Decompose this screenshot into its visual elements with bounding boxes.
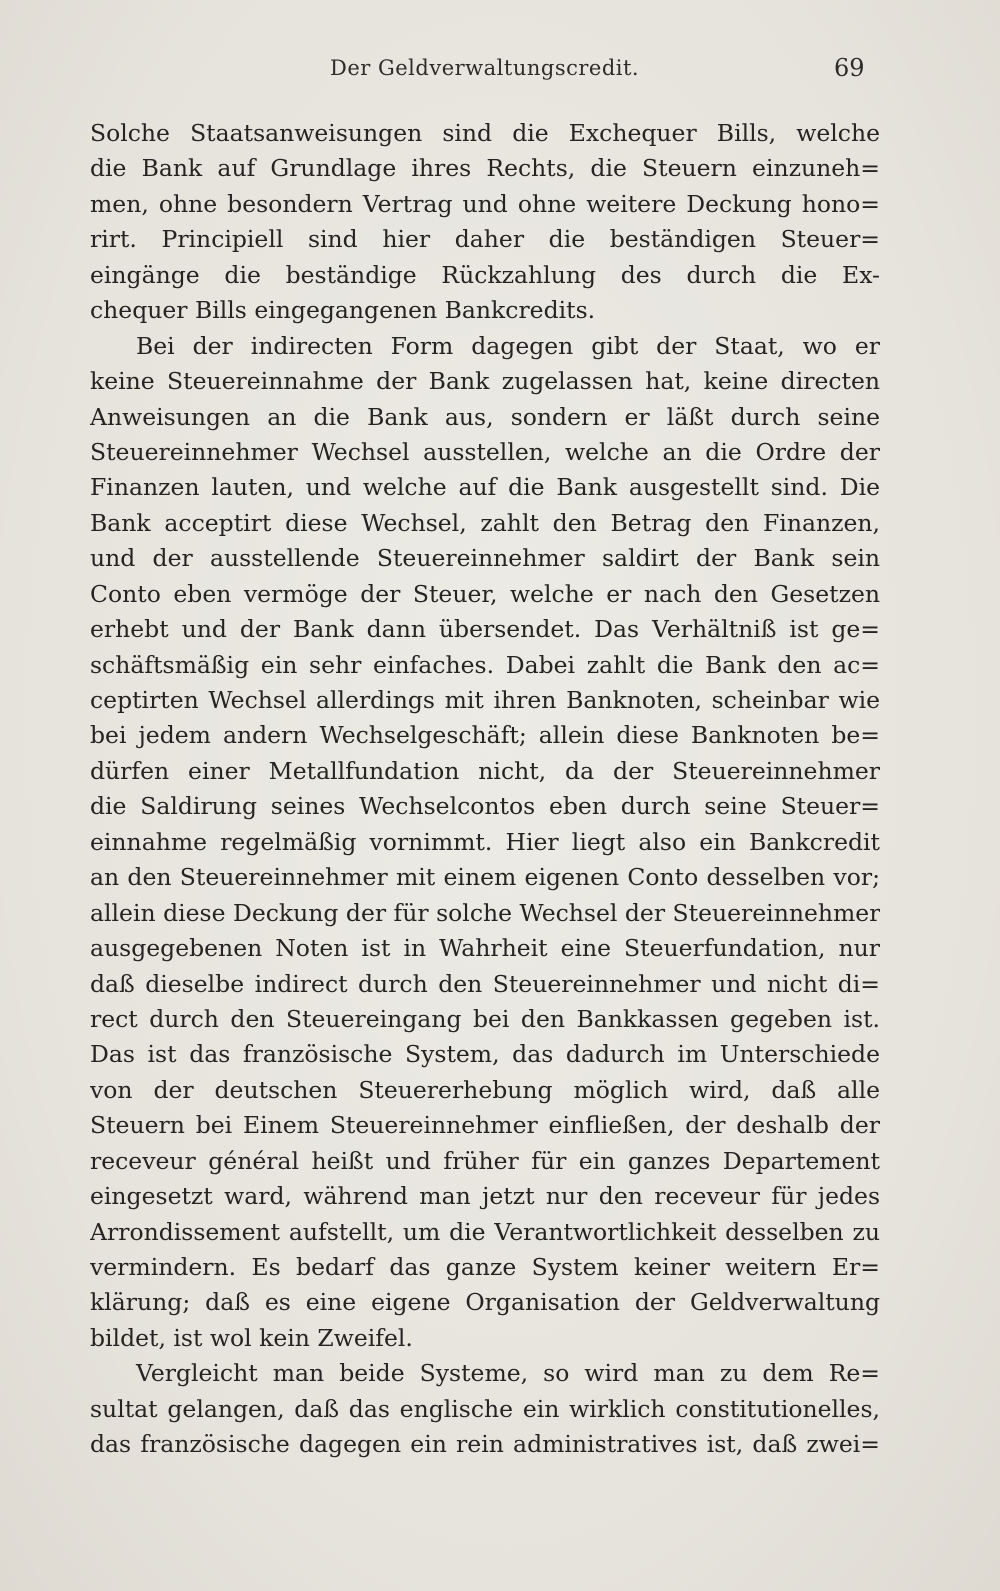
text-line: und der ausstellende Steuereinnehmer saldirt der Bank sein xyxy=(90,544,880,573)
text-line: die Saldirung seines Wechselcontos eben durch seine Steuer= xyxy=(90,792,880,821)
text-line: men, ohne besondern Vertrag und ohne weitere Deckung hono= xyxy=(90,189,880,218)
text-line: vermindern. Es bedarf das ganze System keiner weitern Er= xyxy=(90,1253,880,1281)
text-line: von der deutschen Steuererhebung möglich wird, daß alle xyxy=(90,1075,880,1104)
text-line: dürfen einer Metallfundation nicht, da der Steuereinnehmer xyxy=(90,756,880,785)
page-number: 69 xyxy=(834,54,865,82)
text-line: rect durch den Steuereingang bei den Bankkassen gegeben ist. xyxy=(90,1004,880,1033)
text-line: allein diese Deckung der für solche Wechsel der Steuereinnehmer xyxy=(90,898,880,927)
text-line: schäftsmäßig ein sehr einfaches. Dabei zahlt die Bank den ac= xyxy=(90,650,880,679)
text-line: rirt. Principiell sind hier daher die beständigen Steuer= xyxy=(90,225,880,254)
text-line: das französische dagegen ein rein administratives ist, daß zwei= xyxy=(90,1430,880,1459)
text-line: Vergleicht man beide Systeme, so wird man zu dem Re= xyxy=(136,1359,880,1388)
text-line: Anweisungen an die Bank aus, sondern er läßt durch seine xyxy=(90,402,880,431)
text-line: daß dieselbe indirect durch den Steuereinnehmer und nicht di= xyxy=(90,969,880,998)
text-line: eingänge die beständige Rückzahlung des durch die Ex- xyxy=(90,260,880,289)
text-line: Finanzen lauten, und welche auf die Bank ausgestellt sind. Die xyxy=(90,473,880,502)
text-line: bildet, ist wol kein Zweifel. xyxy=(90,1323,413,1352)
text-line: keine Steuereinnahme der Bank zugelassen hat, keine directen xyxy=(90,367,880,396)
text-line: Arrondissement aufstellt, um die Verantwortlichkeit desselben zu xyxy=(90,1217,880,1246)
text-line: einnahme regelmäßig vornimmt. Hier liegt also ein Bankcredit xyxy=(90,827,880,856)
text-line: chequer Bills eingegangenen Bankcredits. xyxy=(90,296,596,325)
text-line: Das ist das französische System, das dadurch im Unterschiede xyxy=(90,1040,880,1069)
text-line: die Bank auf Grundlage ihres Rechts, die Steuern einzuneh= xyxy=(90,154,880,183)
running-head: Der Geldverwaltungscredit. xyxy=(330,56,640,80)
text-line: ceptirten Wechsel allerdings mit ihren Banknoten, scheinbar wie xyxy=(90,686,880,714)
text-line: Bei der indirecten Form dagegen gibt der Staat, wo er xyxy=(136,331,880,360)
text-line: erhebt und der Bank dann übersendet. Das Verhältniß ist ge= xyxy=(90,615,880,644)
text-line: ausgegebenen Noten ist in Wahrheit eine Steuerfundation, nur xyxy=(90,934,880,963)
text-line: receveur général heißt und früher für ein ganzes Departement xyxy=(90,1146,880,1175)
text-line: bei jedem andern Wechselgeschäft; allein diese Banknoten be= xyxy=(90,721,880,750)
text-line: Solche Staatsanweisungen sind die Exchequer Bills, welche xyxy=(90,119,880,147)
text-line: sultat gelangen, daß das englische ein wirklich constitutionelles, xyxy=(90,1394,880,1423)
body-text xyxy=(90,116,880,1463)
text-line: Conto eben vermöge der Steuer, welche er nach den Gesetzen xyxy=(90,579,880,608)
text-line: an den Steuereinnehmer mit einem eigenen Conto desselben vor; xyxy=(90,863,880,892)
text-line: Steuereinnehmer Wechsel ausstellen, welche an die Ordre der xyxy=(90,437,880,466)
text-line: klärung; daß es eine eigene Organisation der Geldverwaltung xyxy=(90,1288,880,1317)
text-line: Bank acceptirt diese Wechsel, zahlt den Betrag den Finanzen, xyxy=(90,508,880,537)
text-line: eingesetzt ward, während man jetzt nur den receveur für jedes xyxy=(90,1182,880,1211)
text-line: Steuern bei Einem Steuereinnehmer einfließen, der deshalb der xyxy=(90,1111,880,1140)
